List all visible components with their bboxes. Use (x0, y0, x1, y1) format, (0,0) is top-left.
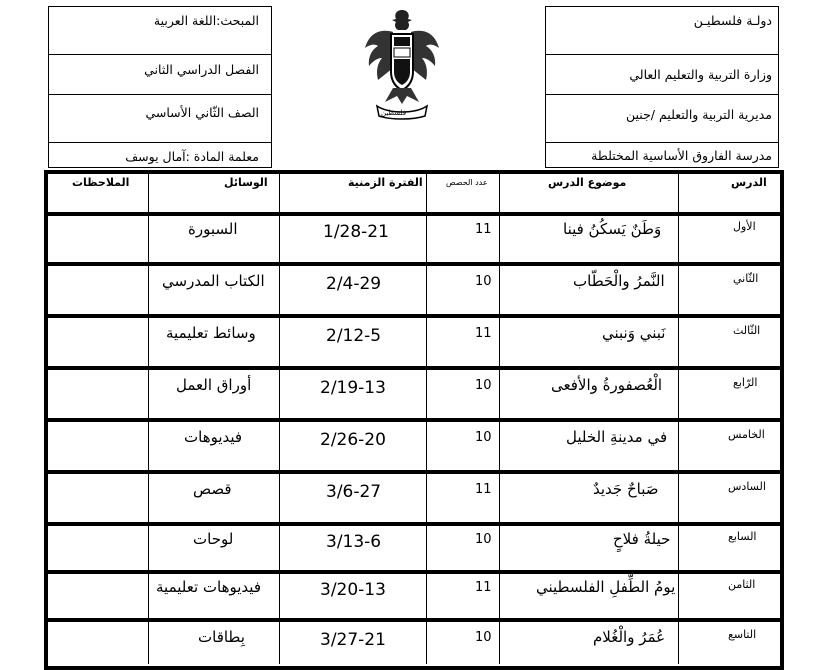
lesson-period: 2/26-20 (320, 430, 386, 450)
ministry-name: وزارة التربية والتعليم العالي (546, 55, 778, 95)
lesson-period: 2/12-5 (326, 326, 382, 346)
lesson-tools: الكتاب المدرسي (162, 272, 265, 290)
semester-label: الفصل الدراسي الثاني (49, 55, 271, 95)
directorate-name: مديرية التربية والتعليم /جنين (546, 95, 778, 143)
eagle-emblem-icon (363, 6, 441, 124)
lesson-count: 10 (475, 378, 492, 393)
teacher-label: معلمة المادة :آمال يوسف (125, 149, 259, 164)
row-separator (44, 470, 784, 474)
lesson-tools: أوراق العمل (176, 376, 252, 394)
lesson-topic: نَبني وَنبني (602, 324, 666, 342)
lesson-count: 11 (475, 222, 492, 237)
header-count: عدد الحصص (446, 178, 488, 187)
lesson-plan-table (48, 174, 780, 664)
header-subject-box (48, 6, 272, 168)
lesson-tools: قصص (193, 480, 232, 498)
row-separator (44, 262, 784, 266)
lesson-tools: لوحات (193, 530, 234, 548)
table-header-row (48, 174, 780, 212)
lesson-ordinal: الأول (733, 220, 756, 233)
table-row (48, 476, 780, 518)
lesson-topic: يومُ الطِّفلِ الفلسطيني (536, 578, 676, 596)
lesson-count: 11 (475, 580, 492, 595)
table-row (48, 424, 780, 466)
header-notes: الملاحظات (72, 176, 130, 189)
lesson-ordinal: الرّابع (733, 376, 758, 389)
lesson-count: 11 (475, 482, 492, 497)
school-name: مدرسة الفاروق الأساسية المختلطة (591, 148, 772, 163)
lesson-count: 11 (475, 326, 492, 341)
document-header (48, 6, 782, 168)
table-row (48, 372, 780, 414)
lesson-ordinal: الثّاني (733, 272, 759, 285)
lesson-period: 3/27-21 (320, 630, 386, 650)
lesson-topic: النَّمرُ والْحَطّاب (573, 272, 665, 290)
lesson-count: 10 (475, 430, 492, 445)
lesson-ordinal: التاسع (728, 628, 757, 641)
lesson-tools: فيديوهات تعليمية (156, 578, 262, 596)
lesson-period: 3/6-27 (326, 482, 382, 502)
lesson-period: 3/20-13 (320, 580, 386, 600)
table-row (48, 268, 780, 310)
header-period: الفترة الزمنية (348, 176, 423, 189)
lesson-topic: عُمَرُ والْغُلام (593, 628, 666, 646)
lesson-ordinal: السابع (728, 530, 757, 543)
row-separator (44, 418, 784, 422)
state-name: دولـة فلسطيـن (546, 7, 778, 55)
table-row (48, 624, 780, 666)
lesson-ordinal: الثّالث (733, 324, 761, 337)
row-separator (44, 314, 784, 318)
lesson-topic: وَطَنٌ يَسكُنُ فينا (563, 220, 662, 238)
lesson-count: 10 (475, 274, 492, 289)
lesson-topic: صَباحٌ جَديدٌ (593, 480, 659, 498)
lesson-period: 3/13-6 (326, 532, 382, 552)
lesson-tools: وسائط تعليمية (166, 324, 256, 342)
lesson-tools: فيديوهات (184, 428, 243, 446)
lesson-ordinal: السادس (728, 480, 766, 493)
row-separator (44, 618, 784, 622)
lesson-topic: الْعُصفورةُ والأفعى (551, 376, 663, 394)
emblem-label: فلسطين (381, 109, 407, 117)
lesson-period: 2/19-13 (320, 378, 386, 398)
lesson-tools: بِطاقات (198, 628, 245, 646)
lesson-period: 1/28-21 (323, 222, 389, 242)
subject-label: المبحث:اللغة العربية (49, 7, 271, 55)
header-topic: موضوع الدرس (548, 176, 627, 189)
lesson-count: 10 (475, 532, 492, 547)
lesson-tools: السبورة (188, 220, 238, 238)
lesson-ordinal: الثامن (728, 578, 756, 591)
row-separator (44, 366, 784, 370)
table-row (48, 320, 780, 362)
lesson-topic: في مدينةِ الخليل (566, 428, 668, 446)
grade-label: الصف الثّاني الأساسي (49, 95, 271, 143)
lesson-ordinal: الخامس (728, 428, 765, 441)
lesson-count: 10 (475, 630, 492, 645)
header-institution-box (545, 6, 779, 168)
header-tools: الوسائل (224, 176, 268, 189)
lesson-period: 2/4-29 (326, 274, 382, 294)
table-row (48, 574, 780, 616)
table-row (48, 526, 780, 568)
lesson-topic: حيلةُ فلاحٍ (613, 530, 671, 548)
table-row (48, 216, 780, 258)
header-lesson: الدرس (731, 176, 767, 189)
